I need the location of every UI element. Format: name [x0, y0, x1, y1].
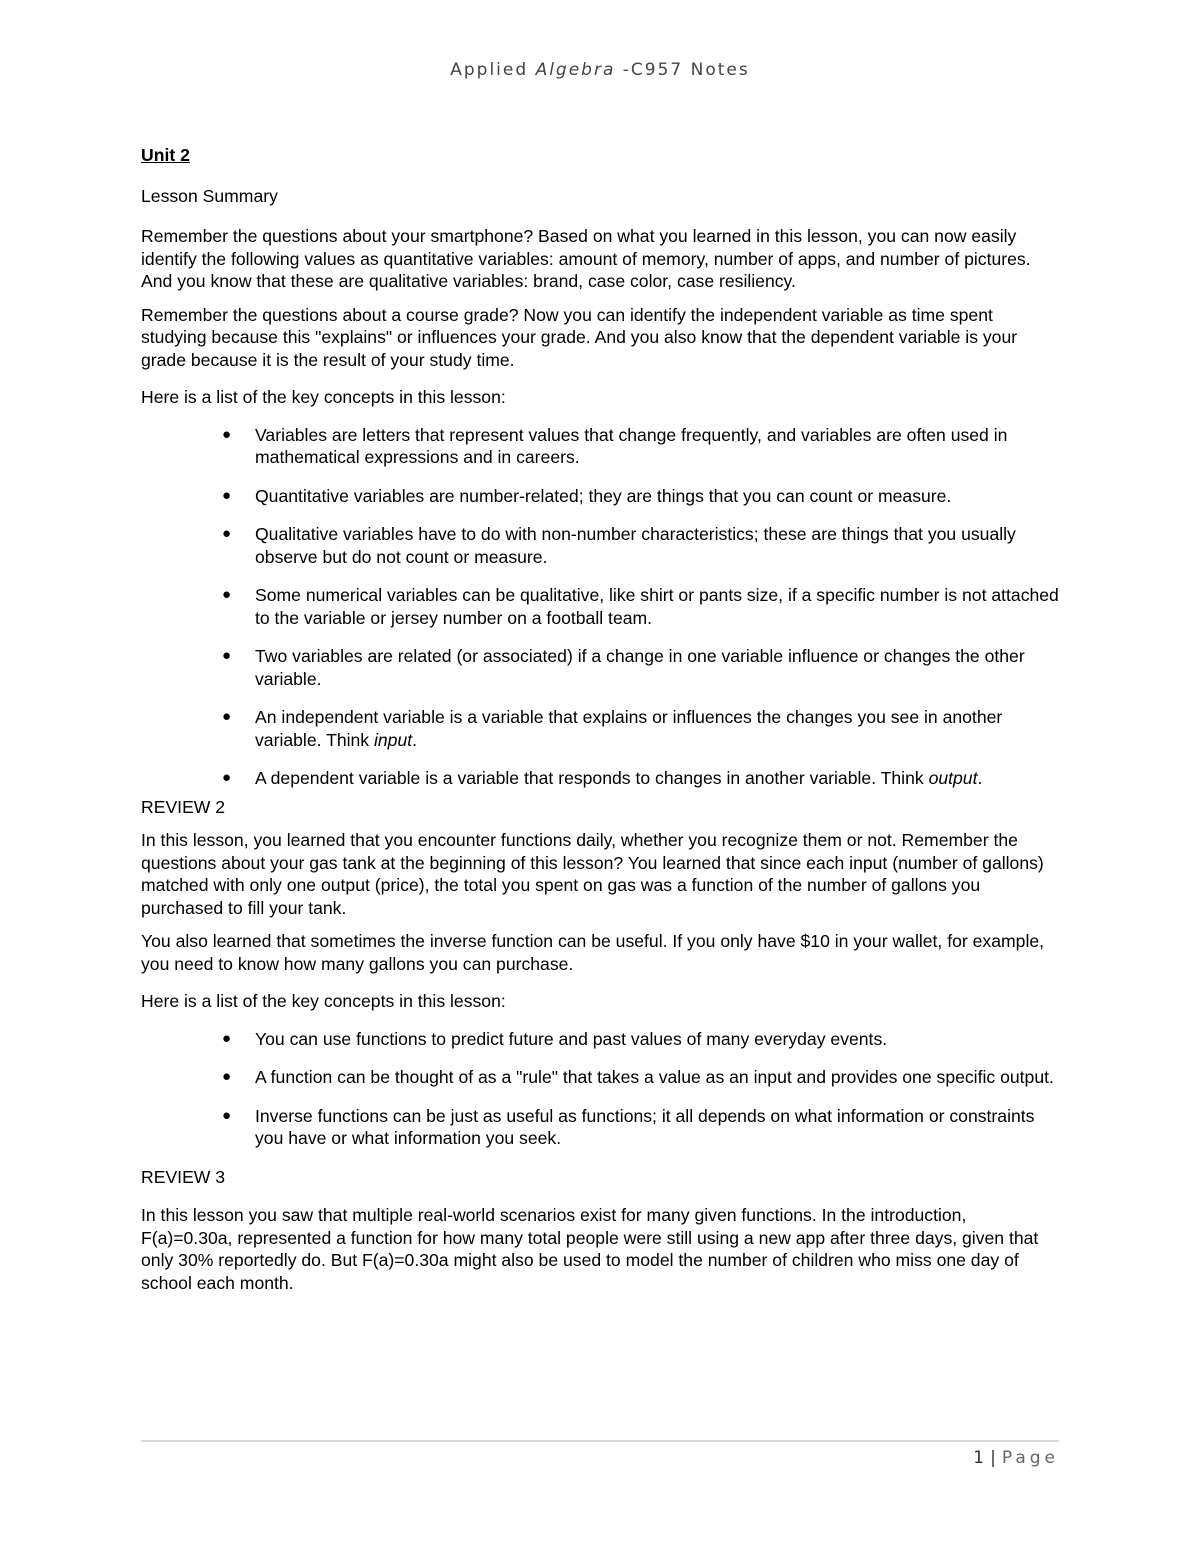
bullet-icon: ● [222, 586, 232, 603]
bullet-icon: ● [222, 1068, 232, 1085]
paragraph: Here is a list of the key concepts in this lesson: [141, 991, 506, 1011]
list-item: ● Variables are letters that represent values that change frequently, and variables are often used in mathematical expressions and in careers. [222, 424, 1008, 467]
bullet-icon: ● [222, 1106, 232, 1124]
bullet-icon: ● [222, 1029, 232, 1047]
paragraph: In this lesson, you learned that you encounter functions daily, whether you recognize them or not. Remember the questions about your gas tank at the beginning of this lesson? You learned that since each input (number of gallons) matched with only one output (price), the total you spent on gas was a function of the number of gallons you purchased to fill your tank. [141, 830, 1044, 918]
header-title-italic: Algebra [535, 60, 616, 80]
header-title-pre: Applied [450, 60, 536, 80]
bullet-icon: ● [222, 647, 232, 664]
list-item: ● A dependent variable is a variable that responds to changes in another variable. Think output. [222, 768, 983, 788]
paragraph: Remember the questions about your smartphone? Based on what you learned in this lesson, you can now easily identify the following values as quantitative variables: amount of memory, number of apps, and number of pictures. And you know that these are qualitative variables: brand, case color, case resiliency. [141, 226, 1031, 291]
key-concepts-list [141, 424, 1061, 790]
list-item: ● A function can be thought of as a "rule" that takes a value as an input and provides one specific output. [222, 1067, 1054, 1087]
paragraph: Here is a list of the key concepts in this lesson: [141, 387, 506, 407]
review-3-title: REVIEW 3 [141, 1166, 226, 1187]
paragraph: Remember the questions about a course grade? Now you can identify the independent variable as time spent studying because this "explains" or influences your grade. And you also know that the dependent variable is your grade because it is the result of your study time. [141, 304, 1018, 370]
bullet-icon: ● [222, 425, 232, 443]
bullet-icon: ● [222, 708, 232, 725]
unit-title: Unit 2 [141, 145, 190, 165]
footer-separator: | [990, 1448, 996, 1468]
list-item: ● Qualitative variables have to do with non-number characteristics; these are things that you usually observe but do not count or measure. [222, 524, 1016, 567]
list-item: ● Two variables are related (or associated) if a change in one variable influence or changes the other variable. [222, 646, 1025, 689]
paragraph: In this lesson you saw that multiple real-world scenarios exist for many given functions. In the introduction, F(a)=0.30a, represented a function for how many total people were still using a new app after three days, given that only 30% reportedly do. But F(a)=0.30a might also be used to model the number of children who miss one day of school each month. [141, 1205, 1039, 1293]
page-label: Page [1001, 1448, 1059, 1468]
page-number: 1 [973, 1448, 985, 1468]
document-body [141, 144, 1061, 1305]
lesson-summary-title: Lesson Summary [141, 185, 278, 206]
paragraph: You also learned that sometimes the inverse function can be useful. If you only have $10 in your wallet, for example, you need to know how many gallons you can purchase. [141, 931, 1045, 974]
bullet-icon: ● [222, 486, 232, 504]
list-item: ● You can use functions to predict future and past values of many everyday events. [222, 1028, 888, 1049]
list-item: ● Some numerical variables can be qualitative, like shirt or pants size, if a specific number is not attached to the variable or jersey number on a football team. [222, 585, 1059, 628]
page-header [0, 60, 1200, 80]
footer-divider [141, 1440, 1059, 1443]
page-footer [973, 1448, 1059, 1468]
list-item: ● Quantitative variables are number-related; they are things that you can count or measure. [222, 485, 952, 506]
review-2-title: REVIEW 2 [141, 796, 226, 817]
list-item: ● Inverse functions can be just as useful as functions; it all depends on what information or constraints you have or what information you seek. [222, 1105, 1035, 1148]
header-title-post: -C957 Notes [615, 60, 750, 80]
key-concepts-list [141, 1028, 1061, 1150]
list-item: ● An independent variable is a variable that explains or influences the changes you see in another variable. Think input. [222, 707, 1003, 750]
bullet-icon: ● [222, 769, 232, 786]
bullet-icon: ● [222, 525, 232, 542]
